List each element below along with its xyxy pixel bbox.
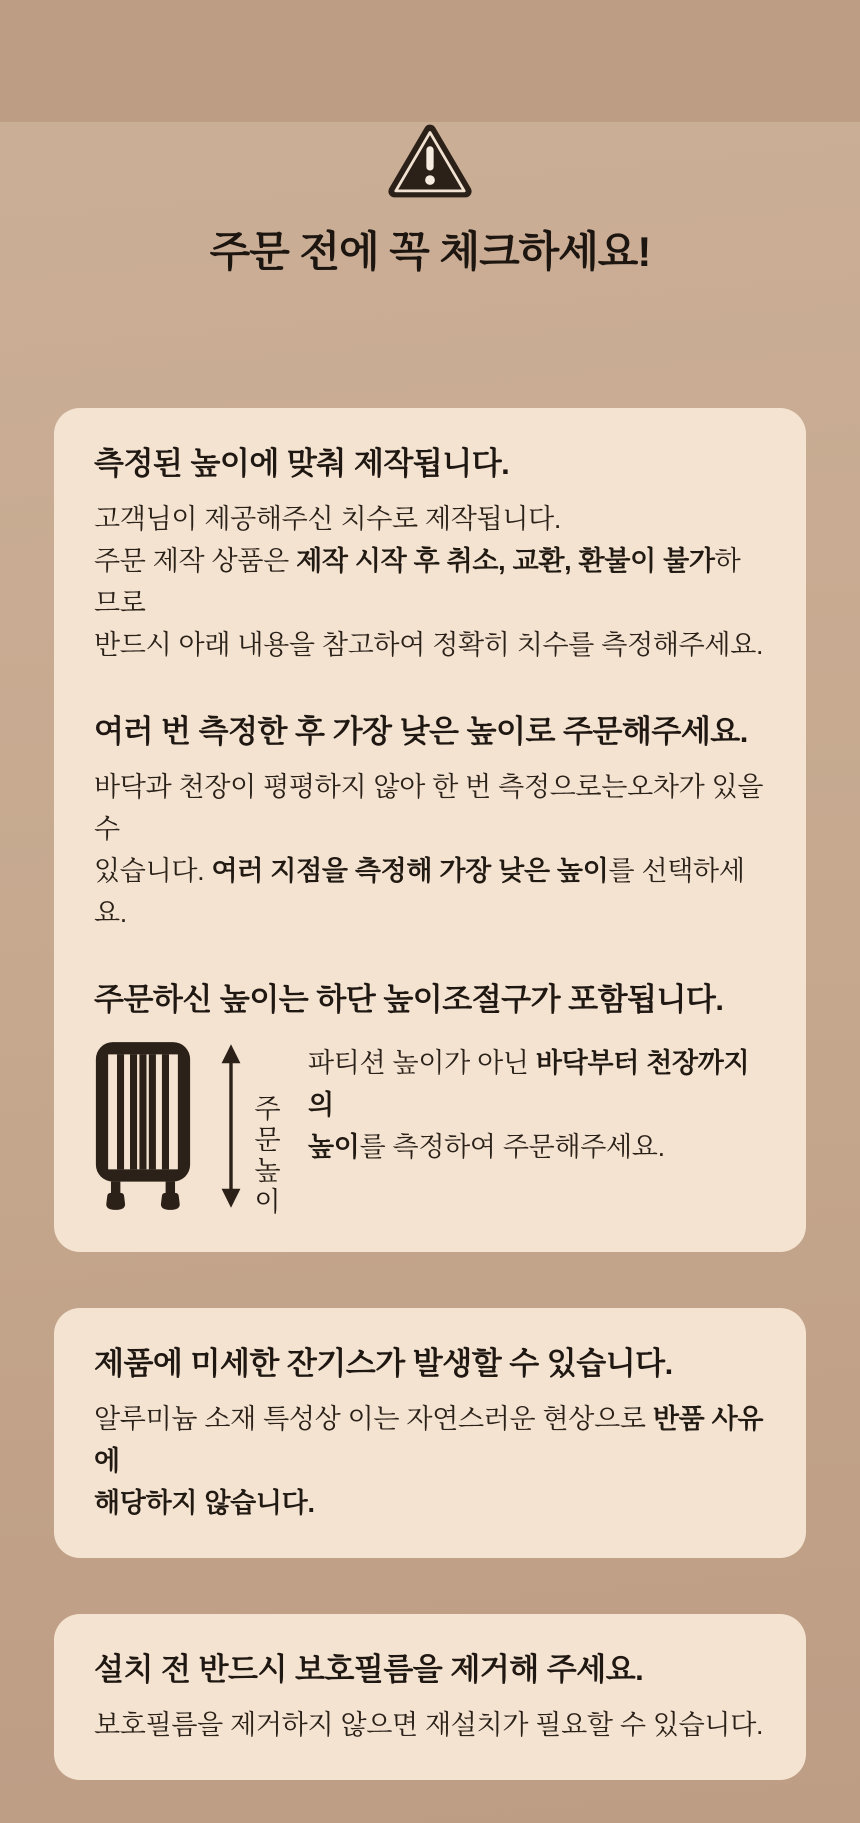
order-height-label: 주문높이	[250, 1094, 280, 1218]
text-segment-bold: 바닥부터 천장까지의	[308, 1048, 750, 1120]
notice-card-custom-height	[54, 408, 806, 1252]
body-line	[94, 540, 766, 624]
body-line	[94, 1704, 766, 1746]
right-foot	[161, 1193, 180, 1210]
text-segment-bold: 해당하지 않습니다.	[94, 1488, 315, 1518]
text-segment-bold: 높이	[308, 1132, 360, 1162]
body-line	[308, 1042, 766, 1126]
text-segment-bold: 여러 지점을 측정해 가장 낮은 높이	[211, 856, 609, 886]
section-heading: 여러 번 측정한 후 가장 낮은 높이로 주문해주세요.	[94, 714, 748, 749]
body-line	[94, 1482, 766, 1524]
text-segment-bold: 제작 시작 후 취소, 교환, 환불이 불가	[296, 546, 715, 576]
diagram-description	[308, 1040, 766, 1168]
exclamation-dot	[425, 175, 435, 185]
section-height-adjuster	[94, 980, 766, 1218]
body-line	[94, 624, 766, 666]
section-heading: 측정된 높이에 맞춰 제작됩니다.	[94, 446, 510, 481]
partition-icon	[94, 1040, 192, 1212]
notice-header	[0, 122, 860, 278]
section-measured-height	[94, 444, 766, 666]
text-segment: 를 선택하세요.	[94, 856, 745, 928]
exclamation-bar	[426, 146, 433, 170]
text-segment-bold: 반품 사유에	[94, 1404, 764, 1476]
order-height-measure	[214, 1040, 280, 1218]
body-line	[94, 766, 766, 850]
notice-card-protective-film	[54, 1614, 806, 1780]
section-heading: 제품에 미세한 잔기스가 발생할 수 있습니다.	[94, 1346, 673, 1381]
text-segment: 보호필름을 제거하지 않으면 재설치가 필요할 수 있습니다.	[94, 1710, 764, 1740]
text-segment: 주문 제작 상품은	[94, 546, 297, 576]
order-height-diagram	[94, 1040, 766, 1218]
body-line	[94, 498, 766, 540]
left-foot	[106, 1193, 125, 1210]
body-line	[94, 850, 766, 934]
text-segment: 있습니다.	[94, 856, 212, 886]
text-segment: 하므로	[94, 546, 741, 618]
text-segment: 알루미늄 소재 특성상 이는 자연스러운 현상으로	[94, 1404, 653, 1434]
body-line	[94, 1398, 766, 1482]
body-line	[308, 1126, 766, 1168]
notice-card-scratches	[54, 1308, 806, 1558]
text-segment: 반드시 아래 내용을 참고하여 정확히 치수를 측정해주세요.	[94, 630, 764, 660]
text-segment: 를 측정하여 주문해주세요.	[359, 1132, 665, 1162]
page-title: 주문 전에 꼭 체크하세요!	[209, 228, 651, 275]
section-heading: 설치 전 반드시 보호필름을 제거해 주세요.	[94, 1652, 644, 1687]
section-measure-multiple-times	[94, 712, 766, 934]
text-segment: 바닥과 천장이 평평하지 않아 한 번 측정으로는오차가 있을 수	[94, 772, 764, 844]
text-segment: 고객님이 제공해주신 치수로 제작됩니다.	[94, 504, 562, 534]
order-notice-page	[0, 122, 860, 1823]
text-segment: 파티션 높이가 아닌	[308, 1048, 536, 1078]
section-heading: 주문하신 높이는 하단 높이조절구가 포함됩니다.	[94, 982, 724, 1017]
height-arrow-icon	[214, 1040, 248, 1212]
warning-triangle-icon	[386, 122, 474, 200]
